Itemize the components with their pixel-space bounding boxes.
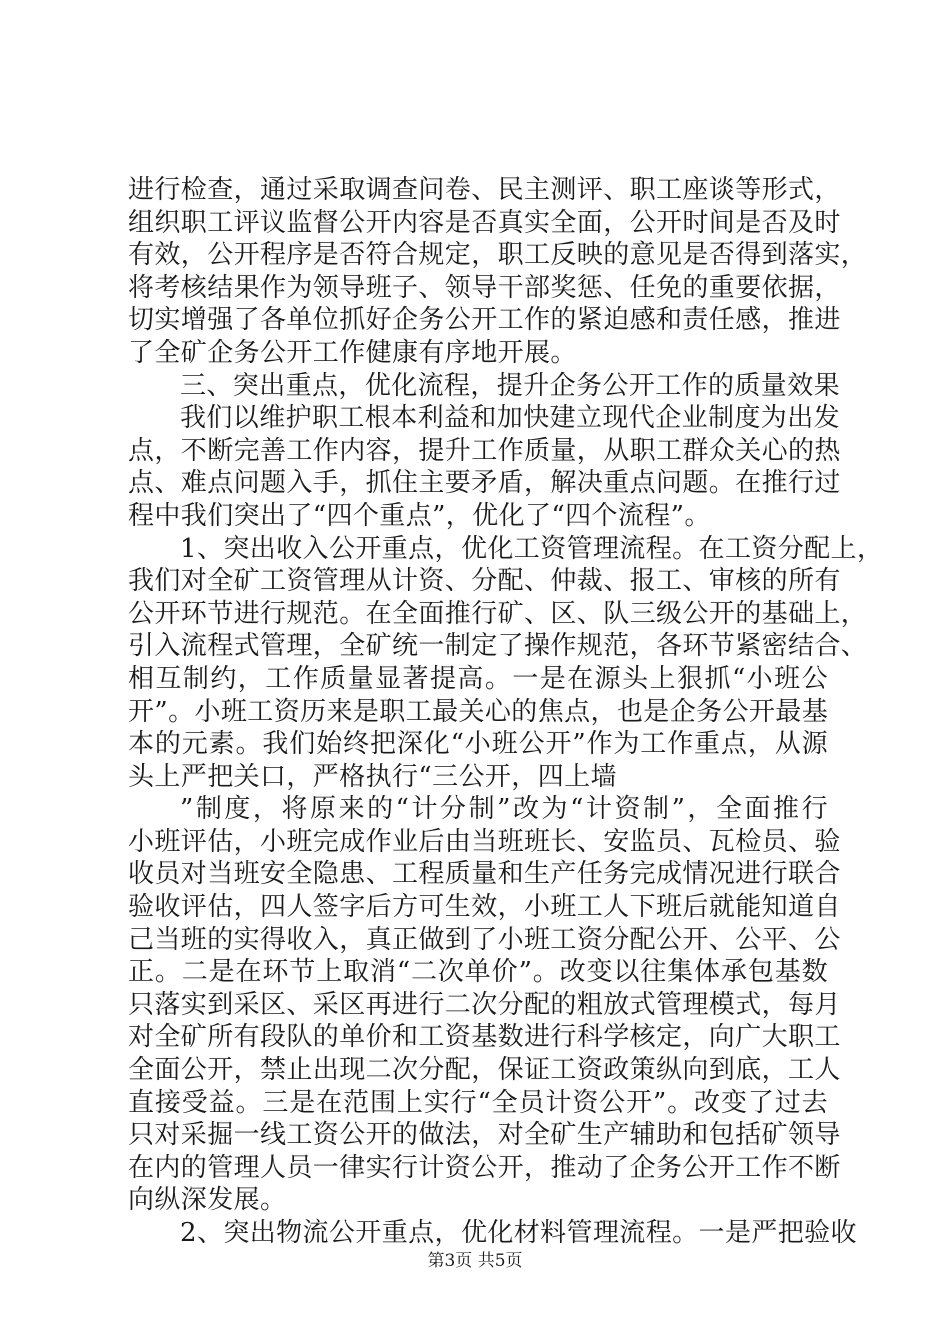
text-line: 头上严把关口，严格执行“三公开，四上墙 [128, 761, 617, 792]
page-footer: 第3页 共5页 [427, 1251, 523, 1271]
text-line: 公开环节进行规范。在全面推行矿、区、队三级公开的基础上， [128, 598, 868, 629]
text-line: 开”。小班工资历来是职工最关心的焦点，也是企务公开最基 [128, 696, 829, 727]
text-line: 向纵深发展。 [128, 1185, 287, 1216]
text-line: 切实增强了各单位抓好企务公开工作的紧迫感和责任感，推进 [128, 305, 841, 336]
text-line: 相互制约，工作质量显著提高。一是在源头上狠抓“小班公 [128, 663, 828, 694]
text-line: 引入流程式管理，全矿统一制定了操作规范，各环节紧密结合、 [128, 631, 868, 662]
text-line: 将考核结果作为领导班子、领导干部奖惩、任免的重要依据， [128, 272, 841, 303]
text-line: 点、难点问题入手，抓住主要矛盾，解决重点问题。在推行过 [128, 468, 841, 499]
text-line: 对全矿所有段队的单价和工资基数进行科学核定，向广大职工 [128, 1022, 841, 1053]
text-line: 我们以维护职工根本利益和加快建立现代企业制度为出发 [180, 403, 841, 434]
text-line: 正。二是在环节上取消“二次单价”。改变以往集体承包基数 [128, 957, 828, 988]
text-line: 程中我们突出了“四个重点”，优化了“四个流程”。 [128, 500, 711, 531]
document-body [128, 174, 884, 1250]
text-line: 2、突出物流公开重点，优化材料管理流程。一是严把验收 [180, 1218, 857, 1248]
text-line: 验收评估，四人签字后方可生效，小班工人下班后就能知道自 [128, 892, 841, 923]
text-line: 只落实到采区、采区再进行二次分配的粗放式管理模式，每月 [128, 989, 841, 1020]
text-line: 了全矿企务公开工作健康有序地开展。 [128, 337, 577, 368]
text-line: 直接受益。三是在范围上实行“全员计资公开”。改变了过去 [128, 1087, 828, 1118]
text-line: 只对采掘一线工资公开的做法，对全矿生产辅助和包括矿领导 [128, 1120, 841, 1151]
text-line: 本的元素。我们始终把深化“小班公开”作为工作重点，从源 [128, 729, 828, 760]
text-line: 点，不断完善工作内容，提升工作质量，从职工群众关心的热 [128, 435, 841, 466]
text-line: 1、突出收入公开重点，优化工资管理流程。在工资分配上， [180, 533, 884, 564]
text-line: 有效，公开程序是否符合规定，职工反映的意见是否得到落实， [128, 240, 868, 271]
text-line: 三、突出重点，优化流程，提升企务公开工作的质量效果 [180, 370, 841, 401]
text-line: 在内的管理人员一律实行计资公开，推动了企务公开工作不断 [128, 1152, 841, 1183]
text-line: 己当班的实得收入，真正做到了小班工资分配公开、公平、公 [128, 924, 841, 955]
text-line: 组织职工评议监督公开内容是否真实全面，公开时间是否及时 [128, 207, 841, 238]
text-line: 小班评估，小班完成作业后由当班班长、安监员、瓦检员、验 [128, 826, 841, 857]
text-line: 我们对全矿工资管理从计资、分配、仲裁、报工、审核的所有 [128, 566, 841, 597]
text-line: ”制度，将原来的“计分制”改为“计资制”，全面推行 [180, 794, 828, 825]
text-line: 全面公开，禁止出现二次分配，保证工资政策纵向到底，工人 [128, 1055, 841, 1086]
text-line: 进行检查，通过采取调查问卷、民主测评、职工座谈等形式， [128, 175, 841, 205]
text-line: 收员对当班安全隐患、工程质量和生产任务完成情况进行联合 [128, 859, 841, 890]
